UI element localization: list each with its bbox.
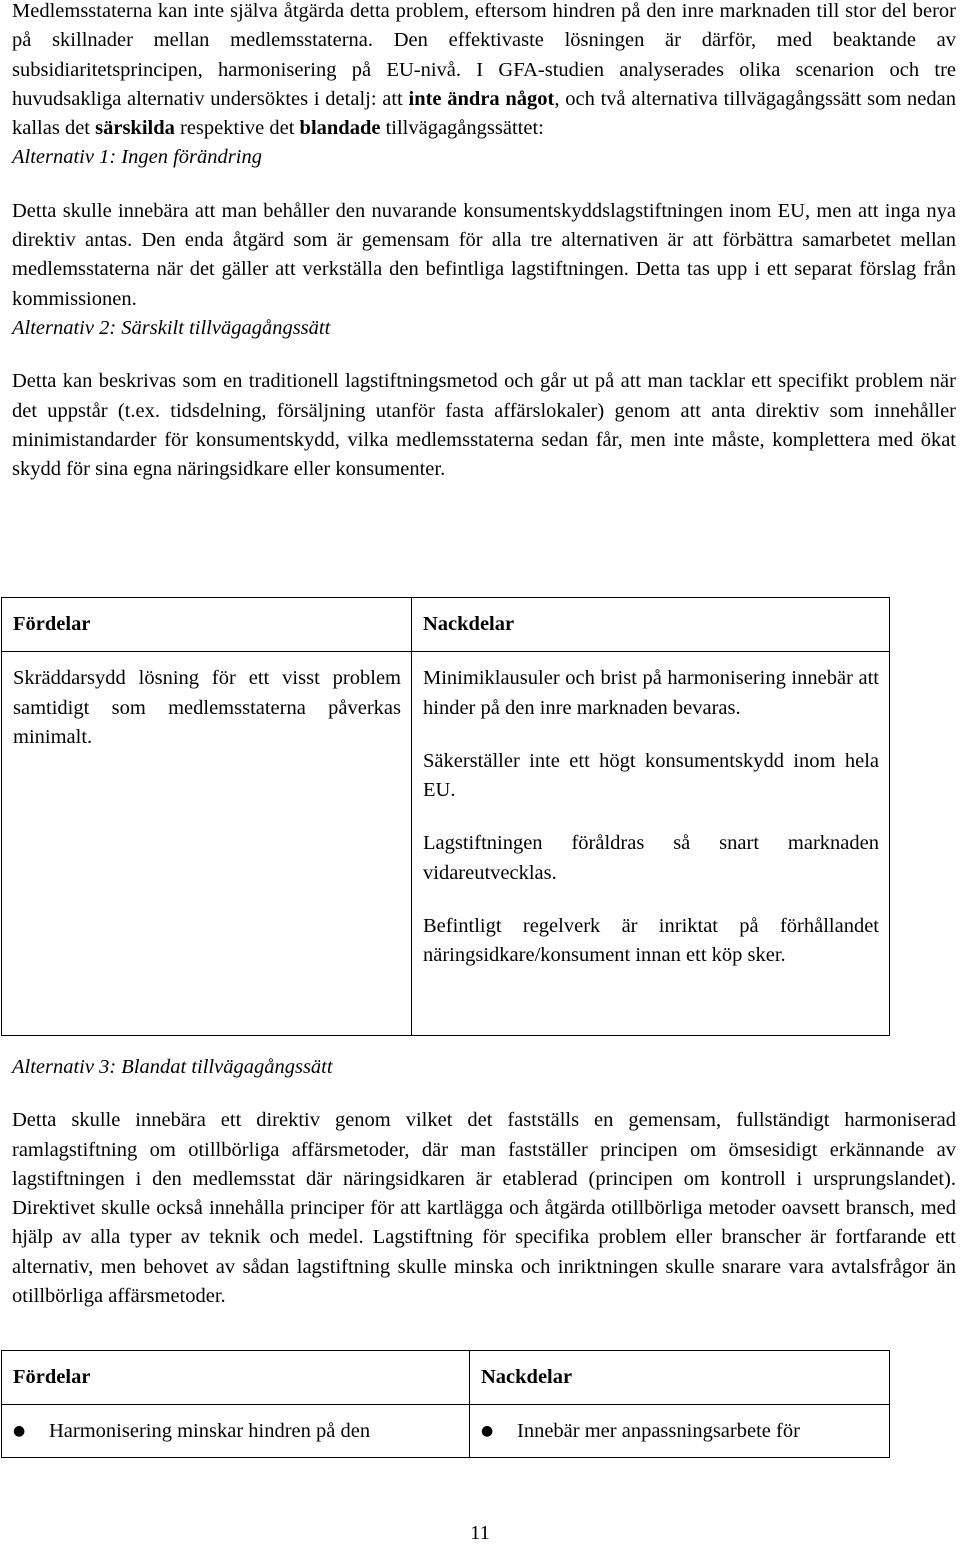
document-page-lower [12, 1053, 956, 1311]
con-item: Lagstiftningen föråldras så snart marknaden vidareutvecklas. [423, 832, 879, 884]
alt3-pros-cons-table [1, 1350, 890, 1458]
cons-header: Nackdelar [470, 1351, 890, 1405]
emphasis-specific: särskilda [95, 117, 175, 140]
emphasis-no-change: inte ändra något [408, 87, 555, 110]
alt1-text: Detta skulle innebära att man behåller den nuvarande konsumentskyddslagstiftningen inom EU, men att inga nya direktiv antas. Den enda åtgärd som är gemensam för alla tre alternativen är att förbättra samarbetet mellan medlemsstaterna när det gäller att verkställa den befintliga lagstiftningen. Detta tas upp i ett separat förslag från kommissionen. [12, 199, 956, 310]
con-item: Befintligt regelverk är inriktat på förhållandet näringsidkare/konsument innan ett köp sker. [423, 915, 879, 967]
table-row [2, 652, 890, 1036]
pros-cell [2, 652, 412, 1036]
pros-header: Fördelar [2, 598, 412, 652]
alt3-heading: Alternativ 3: Blandat tillvägagångssätt [12, 1056, 333, 1078]
alt1-heading: Alternativ 1: Ingen förändring [12, 146, 262, 169]
pros-header: Fördelar [2, 1351, 470, 1405]
page-number: 11 [470, 1522, 490, 1544]
alt3-text: Detta skulle innebära ett direktiv genom vilket det fastställs en gemensam, fullständigt harmoniserad ramlagstiftning om otillbörliga affärsmetoder, där man fastställer principen om ömsesidigt erkännande av lagstiftningen i den medlemsstat där näringsidkaren är etablerad (principen om kontroll i ursprungslandet). Direktivet skulle också innehålla principer för att kartlägga och åtgärda otillbörliga metoder oavsett bransch, med hjälp av alla typer av teknik och medel. Lagstiftning för specifika problem eller branscher är fortfarande ett alternativ, men behovet av sådan lagstiftning skulle minska och inriktningen skulle snarare vara avtalsfrågor än otillbörliga affärsmetoder. [12, 1109, 956, 1308]
table-header-row [2, 1351, 890, 1405]
document-page [12, 0, 956, 484]
alt2-pros-cons-table [1, 597, 890, 1036]
alt2-text: Detta kan beskrivas som en traditionell lagstiftningsmetod och går ut på att man tacklar ett specifikt problem när det uppstår (t.ex. tidsdelning, försäljning utanför fasta affärslokaler) genom att anta direktiv som innehåller minimistandarder för konsumentskydd, vilka medlemsstaterna sedan får, men inte måste, komplettera med ökat skydd för sina egna näringsidkare eller konsumenter. [12, 370, 956, 481]
alt2-heading: Alternativ 2: Särskilt tillvägagångssätt [12, 316, 331, 339]
cons-header: Nackdelar [412, 598, 890, 652]
con-item: Säkerställer inte ett högt konsumentskydd inom hela EU. [423, 749, 879, 802]
emphasis-mixed: blandade [299, 117, 381, 140]
pro-item: Skräddarsydd lösning för ett visst problem samtidigt som medlemsstaterna påverkas minimalt. [13, 667, 401, 748]
intro-paragraph: Medlemsstaterna kan inte själva åtgärda detta problem, eftersom hindren på den inre marknaden till stor del beror på skillnader mellan medlemsstaterna. Den effektivaste lösningen är därför, med beaktande av subsidiaritetsprincipen, harmonisering på EU-nivå. I GFA-studien analyserades olika scenarion och tre huvudsakliga alternativ undersöktes i detalj: att inte ändra något, och två alternativa tillvägagångssätt som nedan kallas det särskilda respektive det blandade tillvägagångssättet: [12, 0, 956, 140]
table-row [2, 1405, 890, 1457]
table-header-row [2, 598, 890, 652]
cons-cell [412, 652, 890, 1036]
pros-cell [2, 1405, 470, 1457]
con-item: Minimiklausuler och brist på harmonisering innebär att hinder på den inre marknaden bevaras. [423, 667, 879, 719]
pro-bullet: ● Harmonisering minskar hindren på den [13, 1417, 459, 1446]
con-bullet: ● Innebär mer anpassningsarbete för [481, 1417, 879, 1446]
cons-cell [470, 1405, 890, 1457]
